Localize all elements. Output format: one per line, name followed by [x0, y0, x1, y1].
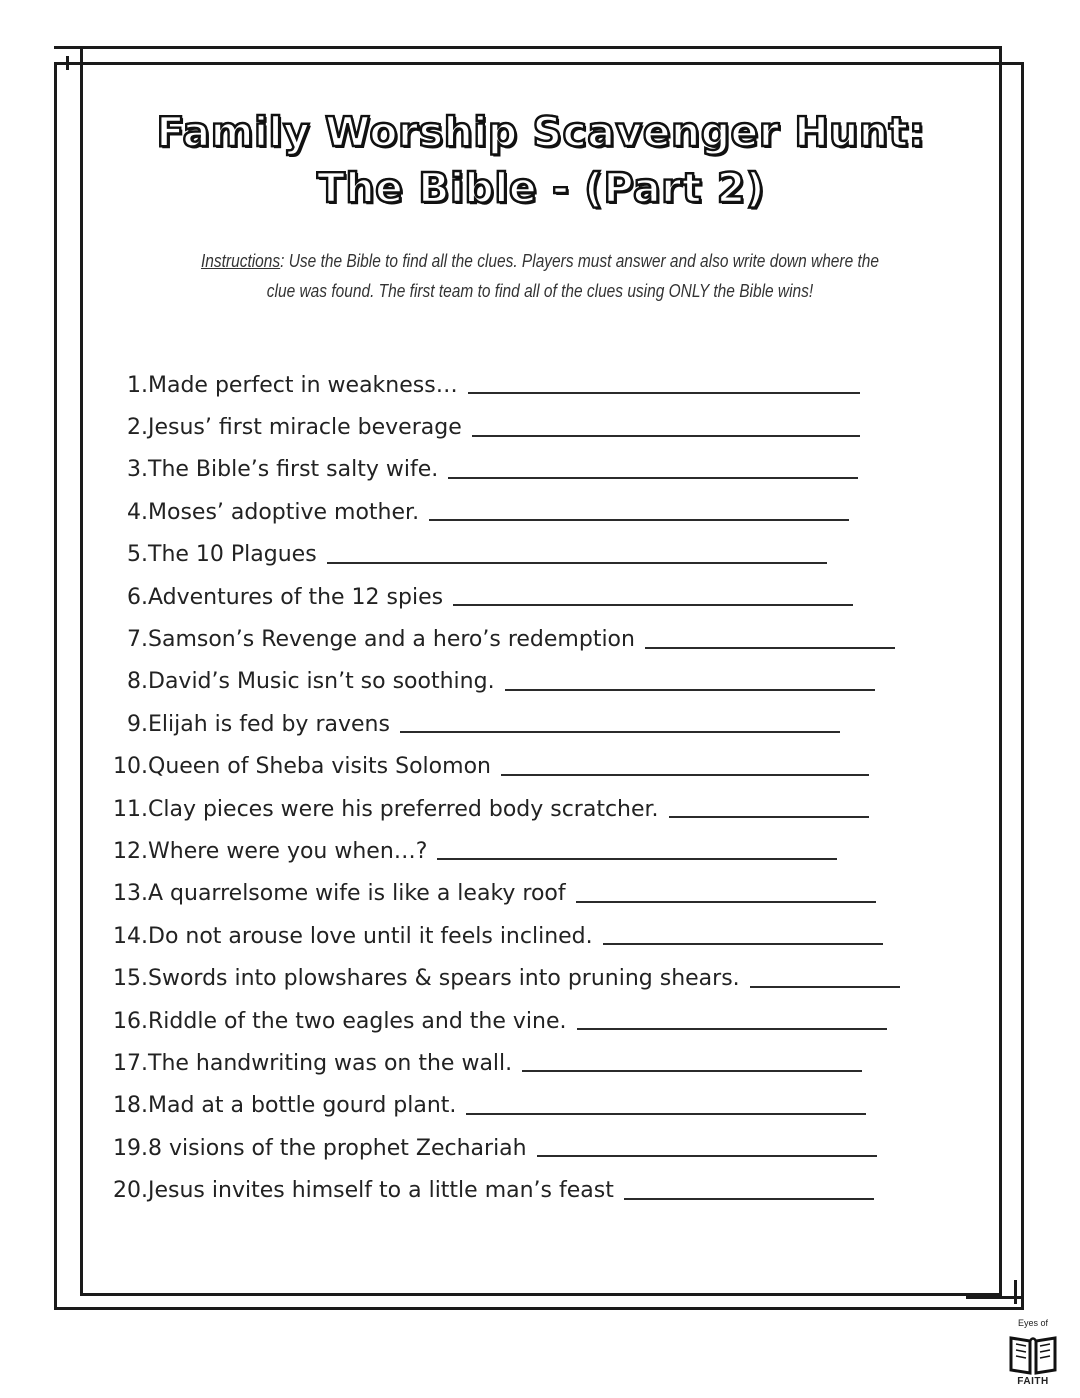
clue-item — [96, 534, 996, 576]
answer-line[interactable] — [603, 943, 883, 945]
clue-item — [96, 1085, 996, 1127]
page-title — [80, 104, 1002, 216]
clue-text: Adventures of the 12 spies — [148, 584, 444, 610]
answer-line[interactable] — [453, 604, 853, 606]
clue-item — [96, 491, 996, 533]
clue-text: Mad at a bottle gourd plant. — [148, 1093, 457, 1119]
clue-number: 14. — [113, 923, 148, 949]
answer-line[interactable] — [537, 1155, 877, 1157]
clue-number: 3. — [127, 457, 148, 483]
answer-line[interactable] — [522, 1070, 862, 1072]
clue-number: 18. — [113, 1093, 148, 1119]
clue-number: 2. — [127, 415, 148, 441]
clue-item — [96, 830, 996, 872]
answer-line[interactable] — [429, 519, 849, 521]
answer-line[interactable] — [437, 858, 837, 860]
clue-number: 13. — [113, 881, 148, 907]
answer-line[interactable] — [501, 774, 869, 776]
answer-line[interactable] — [624, 1198, 874, 1200]
clue-text: Jesus invites himself to a little man’s feast — [148, 1178, 614, 1204]
instructions-label: Instructions — [200, 251, 281, 271]
clue-text: Swords into plowshares & spears into pruning shears. — [148, 966, 740, 992]
instructions — [179, 246, 901, 306]
clue-item — [96, 703, 996, 745]
clue-text: 8 visions of the prophet Zechariah — [148, 1135, 527, 1161]
answer-line[interactable] — [505, 689, 875, 691]
page-title-line2: The Bible - (Part 2) — [316, 164, 766, 212]
clue-item — [96, 1000, 996, 1042]
clue-item — [96, 957, 996, 999]
answer-line[interactable] — [645, 647, 895, 649]
clue-number: 5. — [127, 542, 148, 568]
clue-text: Elijah is fed by ravens — [148, 711, 390, 737]
clue-item — [96, 1127, 996, 1169]
border-corner-tick — [54, 46, 80, 49]
clue-item — [96, 364, 996, 406]
clue-text: Made perfect in weakness… — [148, 372, 458, 398]
clue-number: 16. — [113, 1008, 148, 1034]
clue-text: David’s Music isn’t so soothing. — [148, 669, 495, 695]
answer-line[interactable] — [468, 392, 860, 394]
logo-bottom-text: FAITH — [1017, 1376, 1049, 1387]
answer-line[interactable] — [577, 1028, 887, 1030]
border-corner-tick — [1014, 1280, 1017, 1304]
answer-line[interactable] — [327, 562, 827, 564]
border-corner-tick — [66, 56, 69, 70]
clue-item — [96, 746, 996, 788]
answer-line[interactable] — [472, 435, 860, 437]
clue-item — [96, 1169, 996, 1211]
clue-text: Moses’ adoptive mother. — [148, 499, 420, 525]
clue-text: Do not arouse love until it feels inclined. — [148, 923, 593, 949]
clue-number: 8. — [127, 669, 148, 695]
clue-text: Samson’s Revenge and a hero’s redemption — [148, 627, 635, 653]
clue-text: Jesus’ first miracle beverage — [148, 415, 462, 441]
clue-number: 6. — [127, 584, 148, 610]
clue-number: 10. — [113, 754, 148, 780]
answer-line[interactable] — [576, 901, 876, 903]
clue-number: 11. — [113, 796, 148, 822]
clue-number: 19. — [113, 1135, 148, 1161]
logo-top-text: Eyes of — [1017, 1318, 1048, 1328]
clue-number: 17. — [113, 1050, 148, 1076]
answer-line[interactable] — [448, 477, 858, 479]
clue-list — [96, 364, 996, 1212]
clue-item — [96, 618, 996, 660]
eyes-of-faith-logo — [1004, 1318, 1062, 1388]
clue-item — [96, 661, 996, 703]
answer-line[interactable] — [400, 731, 840, 733]
clue-item — [96, 1042, 996, 1084]
clue-text: The handwriting was on the wall. — [148, 1050, 513, 1076]
clue-item — [96, 873, 996, 915]
clue-number: 20. — [113, 1178, 148, 1204]
clue-text: Riddle of the two eagles and the vine. — [148, 1008, 567, 1034]
page-title-line1: Family Worship Scavenger Hunt: — [156, 108, 926, 156]
clue-number: 12. — [113, 838, 148, 864]
clue-item — [96, 915, 996, 957]
clue-number: 9. — [127, 711, 148, 737]
clue-text: The 10 Plagues — [148, 542, 317, 568]
clue-item — [96, 406, 996, 448]
clue-text: The Bible’s first salty wife. — [148, 457, 439, 483]
answer-line[interactable] — [750, 986, 900, 988]
instructions-text-line1: : Use the Bible to find all the clues. Players must answer and also write down where the — [280, 251, 880, 271]
answer-line[interactable] — [669, 816, 869, 818]
clue-number: 15. — [113, 966, 148, 992]
clue-text: Where were you when…? — [148, 838, 428, 864]
clue-number: 4. — [127, 499, 148, 525]
clue-number: 1. — [127, 372, 148, 398]
clue-number: 7. — [127, 627, 148, 653]
open-book-icon — [1008, 1330, 1058, 1376]
clue-text: A quarrelsome wife is like a leaky roof — [148, 881, 566, 907]
clue-item — [96, 788, 996, 830]
clue-text: Clay pieces were his preferred body scratcher. — [148, 796, 659, 822]
clue-text: Queen of Sheba visits Solomon — [148, 754, 491, 780]
instructions-text-line2: clue was found. The first team to find all of the clues using ONLY the Bible wins! — [266, 281, 814, 301]
answer-line[interactable] — [466, 1113, 866, 1115]
clue-item — [96, 449, 996, 491]
clue-item — [96, 576, 996, 618]
border-corner-tick — [1002, 62, 1024, 65]
